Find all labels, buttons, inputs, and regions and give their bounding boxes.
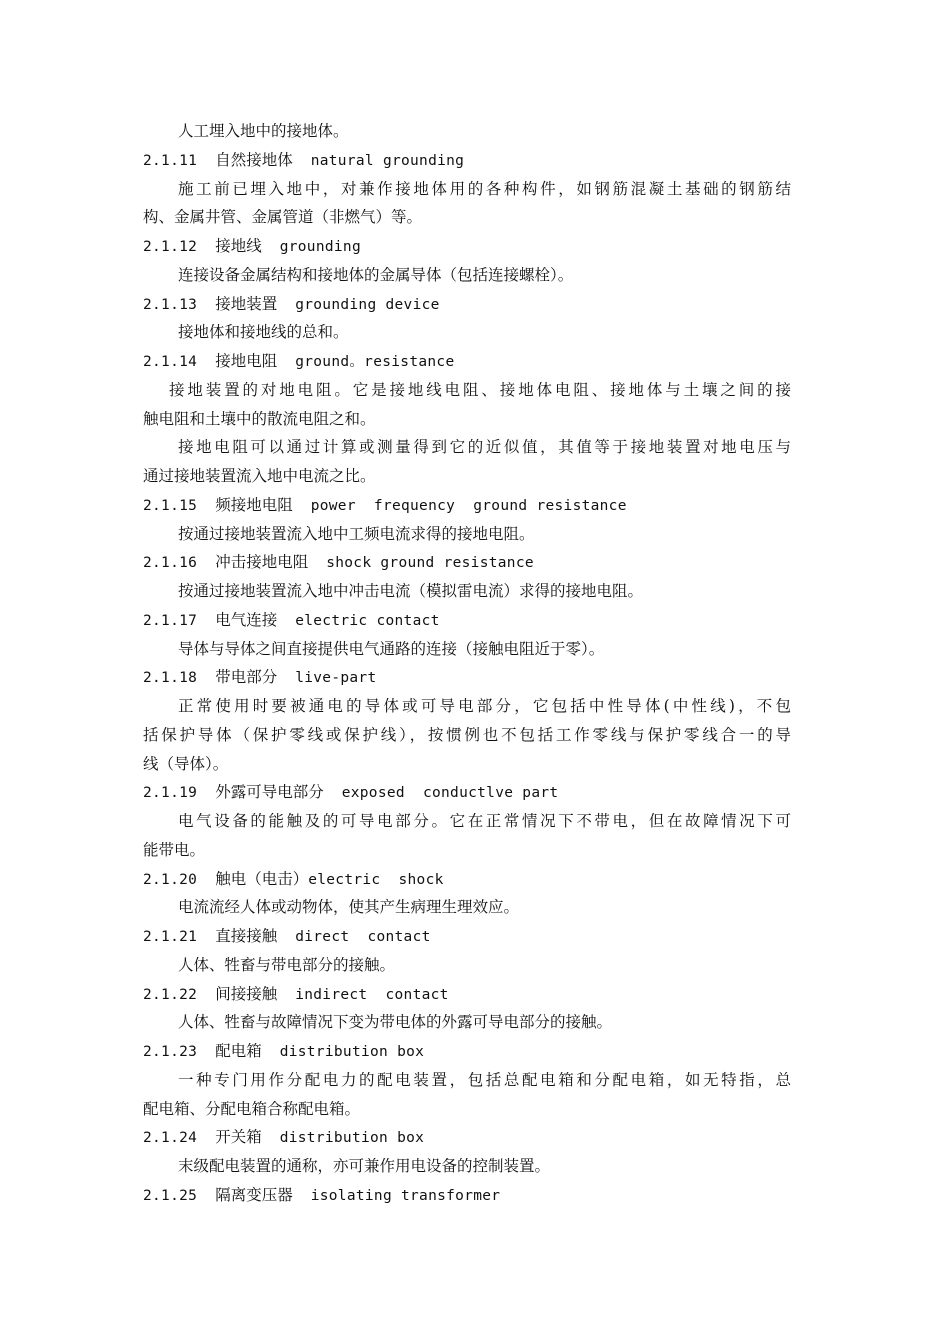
term-chinese: 冲击接地电阻 — [215, 553, 309, 572]
term-english: live-part — [295, 670, 377, 687]
document-body — [143, 117, 791, 1210]
term-english: power frequency ground resistance — [310, 497, 627, 514]
term-chinese: 配电箱 — [215, 1042, 262, 1060]
term-english: indirect contact — [295, 986, 449, 1003]
body-text-line: 电气设备的能触及的可导电部分。它在正常情况下不带电，但在故障情况下可 — [178, 812, 791, 830]
term-number: 2.1.21 — [143, 929, 198, 945]
term-chinese: 接地电阻 — [215, 352, 278, 370]
term-heading — [143, 1037, 791, 1066]
term-english: distribution box — [279, 1130, 425, 1147]
body-text-line: 末级配电装置的通称，亦可兼作用电设备的控制装置。 — [178, 1157, 551, 1175]
term-number: 2.1.18 — [143, 670, 198, 687]
term-english: ground。resistance — [295, 354, 455, 370]
term-number: 2.1.14 — [143, 354, 198, 370]
term-number: 2.1.15 — [143, 497, 198, 514]
body-text-line: 触电阻和土壤中的散流电阻之和。 — [143, 409, 376, 428]
body-text-line: 括保护导体（保护零线或保护线），按惯例也不包括工作零线与保护零线合一的导 — [143, 725, 791, 744]
term-number: 2.1.23 — [143, 1044, 198, 1060]
term-number: 2.1.12 — [143, 239, 198, 255]
body-text-line: 通过接地装置流入地中电流之比。 — [143, 467, 376, 485]
term-chinese: 接地线 — [215, 237, 262, 255]
body-text-line: 按通过接地装置流入地中冲击电流（模拟雷电流）求得的接地电阻。 — [178, 582, 644, 600]
term-chinese: 电气连接 — [215, 610, 278, 629]
term-number: 2.1.11 — [143, 152, 198, 169]
term-number: 2.1.13 — [143, 296, 198, 313]
term-number: 2.1.19 — [143, 785, 198, 802]
term-chinese: 隔离变压器 — [215, 1185, 293, 1204]
term-number: 2.1.24 — [143, 1130, 198, 1147]
term-english: exposed conductlve part — [341, 785, 559, 802]
body-text-line: 施工前已埋入地中，对兼作接地体用的各种构件，如钢筋混凝土基础的钢筋结 — [178, 179, 791, 198]
term-heading — [143, 1181, 791, 1210]
term-chinese: 外露可导电部分 — [215, 783, 324, 802]
body-text-line: 接地装置的对地电阻。它是接地线电阻、接地体电阻、接地体与土壤之间的接 — [169, 380, 791, 399]
term-english: electric shock — [308, 871, 444, 888]
term-heading — [143, 491, 791, 520]
body-text-line: 连接设备金属结构和接地体的金属导体（包括连接螺栓）。 — [178, 265, 574, 284]
term-chinese: 带电部分 — [215, 668, 278, 687]
term-english: grounding — [279, 239, 361, 255]
term-number: 2.1.20 — [143, 871, 198, 888]
body-text-line: 电流流经人体或动物体，使其产生病理生理效应。 — [178, 898, 520, 917]
body-text-line: 正常使用时要被通电的导体或可导电部分，它包括中性导体(中性线)，不包 — [178, 697, 791, 715]
term-heading — [143, 922, 791, 951]
term-heading — [143, 146, 791, 175]
body-text-line: 人体、牲畜与故障情况下变为带电体的外露可导电部分的接触。 — [178, 1013, 613, 1032]
body-text-line: 按通过接地装置流入地中工频电流求得的接地电阻。 — [178, 524, 535, 543]
term-heading — [143, 778, 791, 807]
body-text-line: 线（导体）。 — [143, 754, 229, 773]
body-text-line: 接地体和接地线的总和。 — [178, 323, 349, 342]
term-chinese: 触电（电击） — [215, 869, 309, 888]
term-heading — [143, 980, 791, 1009]
term-number: 2.1.17 — [143, 612, 198, 629]
body-text-line: 导体与导体之间直接提供电气通路的连接（接触电阻近于零）。 — [178, 639, 605, 658]
term-english: direct contact — [295, 929, 431, 945]
body-text-line: 人体、牲畜与带电部分的接触。 — [178, 955, 396, 974]
term-heading — [143, 347, 791, 376]
term-number: 2.1.25 — [143, 1187, 198, 1204]
term-heading — [143, 1123, 791, 1152]
term-heading — [143, 548, 791, 577]
body-text-line: 接地电阻可以通过计算或测量得到它的近似值，其值等于接地装置对地电压与 — [178, 438, 791, 457]
term-english: natural grounding — [310, 152, 465, 169]
term-chinese: 开关箱 — [215, 1128, 262, 1147]
term-english: isolating transformer — [310, 1187, 501, 1204]
body-text-line: 能带电。 — [143, 840, 206, 859]
term-chinese: 直接接触 — [215, 927, 278, 945]
term-heading — [143, 865, 791, 894]
term-heading — [143, 663, 791, 692]
term-heading — [143, 606, 791, 635]
term-chinese: 接地装置 — [215, 294, 278, 313]
term-english: distribution box — [279, 1044, 425, 1060]
term-english: electric contact — [295, 612, 440, 629]
term-heading — [143, 232, 791, 261]
term-number: 2.1.16 — [143, 555, 198, 572]
term-heading — [143, 290, 791, 319]
term-number: 2.1.22 — [143, 986, 198, 1003]
term-chinese: 间接接触 — [215, 984, 278, 1003]
term-english: grounding device — [295, 296, 440, 313]
term-chinese: 频接地电阻 — [215, 495, 293, 514]
term-chinese: 自然接地体 — [215, 150, 293, 169]
body-text-line: 构、金属井管、金属管道（非燃气）等。 — [143, 208, 423, 227]
term-english: shock ground resistance — [326, 555, 534, 572]
body-text-line: 人工埋入地中的接地体。 — [178, 122, 349, 140]
body-text-line: 配电箱、分配电箱合称配电箱。 — [143, 1099, 361, 1118]
body-text-line: 一种专门用作分配电力的配电装置，包括总配电箱和分配电箱，如无特指，总 — [178, 1070, 791, 1089]
